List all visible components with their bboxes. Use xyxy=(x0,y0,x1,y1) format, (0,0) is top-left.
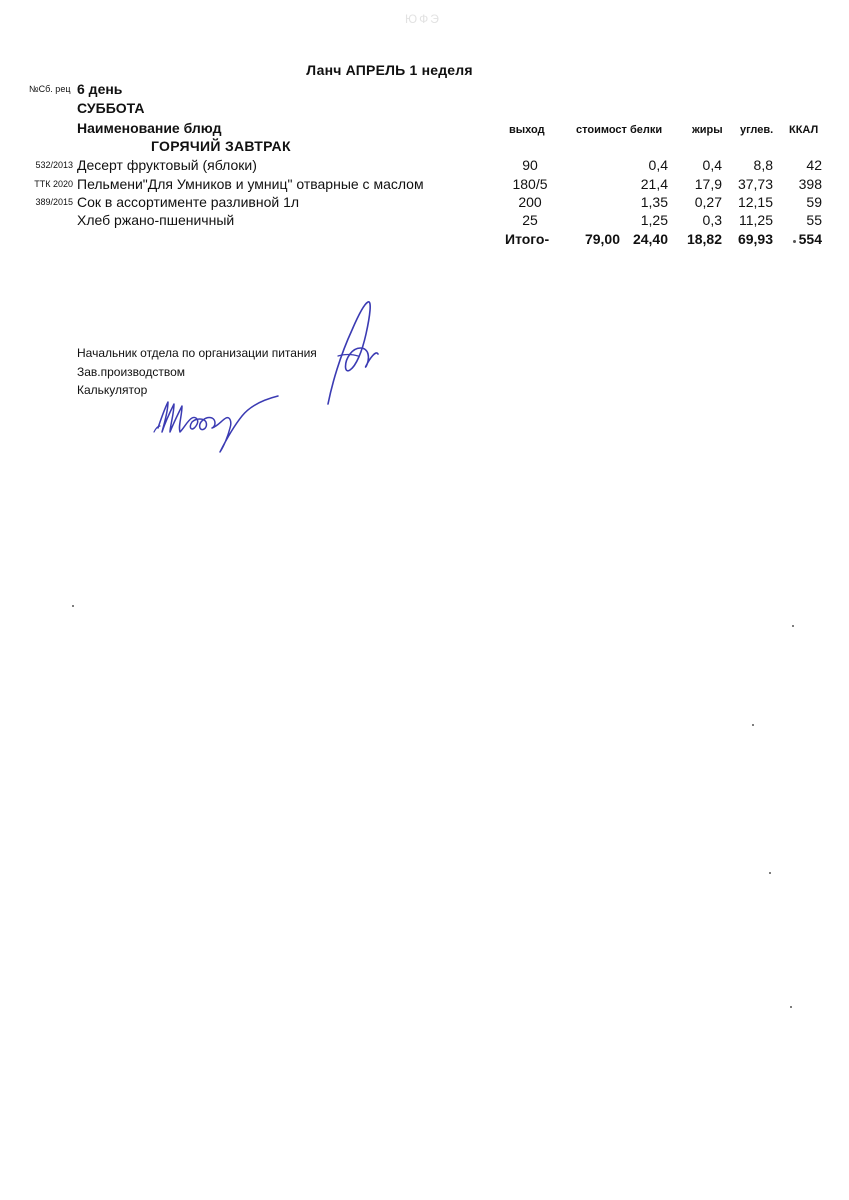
page-title: Ланч АПРЕЛЬ 1 неделя xyxy=(306,62,473,78)
signature-line-calculator: Калькулятор xyxy=(77,383,148,397)
col-header-protein: белки xyxy=(630,124,663,136)
protein-value: 0,4 xyxy=(648,157,668,173)
signature-line-production: Зав.производством xyxy=(77,365,185,379)
total-protein: 24,40 xyxy=(632,231,668,247)
carbs-value: 37,73 xyxy=(737,176,773,192)
kcal-value: 59 xyxy=(806,194,822,210)
protein-value: 1,25 xyxy=(640,212,668,228)
output-value: 200 xyxy=(518,194,542,210)
total-kcal: 554 xyxy=(798,231,822,247)
dish-name: Сок в ассортименте разливной 1л xyxy=(77,194,300,210)
output-value: 25 xyxy=(522,212,538,228)
kcal-value: 398 xyxy=(798,176,822,192)
col-header-carbs: углев. xyxy=(740,124,774,136)
total-fat: 18,82 xyxy=(686,231,722,247)
carbs-value: 12,15 xyxy=(737,194,773,210)
recipe-number: ТТК 2020 xyxy=(34,179,73,189)
carbs-value: 8,8 xyxy=(753,157,773,173)
signature-head-icon xyxy=(318,296,388,408)
fat-value: 17,9 xyxy=(694,176,722,192)
totals-label: Итого- xyxy=(505,231,550,247)
faint-header-mark: ЮФЭ xyxy=(405,12,441,26)
scan-speck xyxy=(752,724,754,726)
scan-speck xyxy=(792,625,794,627)
fat-value: 0,27 xyxy=(694,194,722,210)
recipe-number: 389/2015 xyxy=(35,197,73,207)
kcal-value: 42 xyxy=(806,157,822,173)
recipe-number: 532/2013 xyxy=(35,160,73,170)
output-value: 90 xyxy=(522,157,538,173)
recipe-number-label: №Сб. рец xyxy=(29,84,71,94)
weekday-label: СУББОТА xyxy=(77,100,145,116)
day-label: 6 день xyxy=(77,81,123,97)
col-header-output: выход xyxy=(509,124,545,136)
scan-speck xyxy=(790,1006,792,1008)
table-row xyxy=(0,212,849,230)
output-value: 180/5 xyxy=(512,176,548,192)
dish-column-header: Наименование блюд xyxy=(77,120,222,136)
col-header-kcal: ККАЛ xyxy=(789,124,819,136)
fat-value: 0,4 xyxy=(702,157,722,173)
total-cost: 79,00 xyxy=(584,231,620,247)
carbs-value: 11,25 xyxy=(739,212,773,228)
dish-name: Десерт фруктовый (яблоки) xyxy=(77,157,257,173)
protein-value: 21,4 xyxy=(640,176,668,192)
protein-value: 1,35 xyxy=(640,194,668,210)
scan-speck xyxy=(72,605,74,607)
scan-speck xyxy=(793,240,796,243)
kcal-value: 55 xyxy=(806,212,822,228)
fat-value: 0,3 xyxy=(702,212,722,228)
col-header-cost: стоимост xyxy=(576,124,627,136)
scan-speck xyxy=(769,872,771,874)
dish-name: Хлеб ржано-пшеничный xyxy=(77,212,235,228)
dish-name: Пельмени"Для Умников и умниц" отварные с маслом xyxy=(77,176,424,192)
totals-row xyxy=(0,231,849,249)
total-carbs: 69,93 xyxy=(737,231,773,247)
signature-calculator-icon xyxy=(150,388,290,458)
meal-section-title: ГОРЯЧИЙ ЗАВТРАК xyxy=(151,138,291,154)
table-row xyxy=(0,157,849,175)
signature-line-head: Начальник отдела по организации питания xyxy=(77,346,317,360)
table-row xyxy=(0,194,849,212)
table-row xyxy=(0,176,849,194)
col-header-fat: жиры xyxy=(692,124,723,136)
